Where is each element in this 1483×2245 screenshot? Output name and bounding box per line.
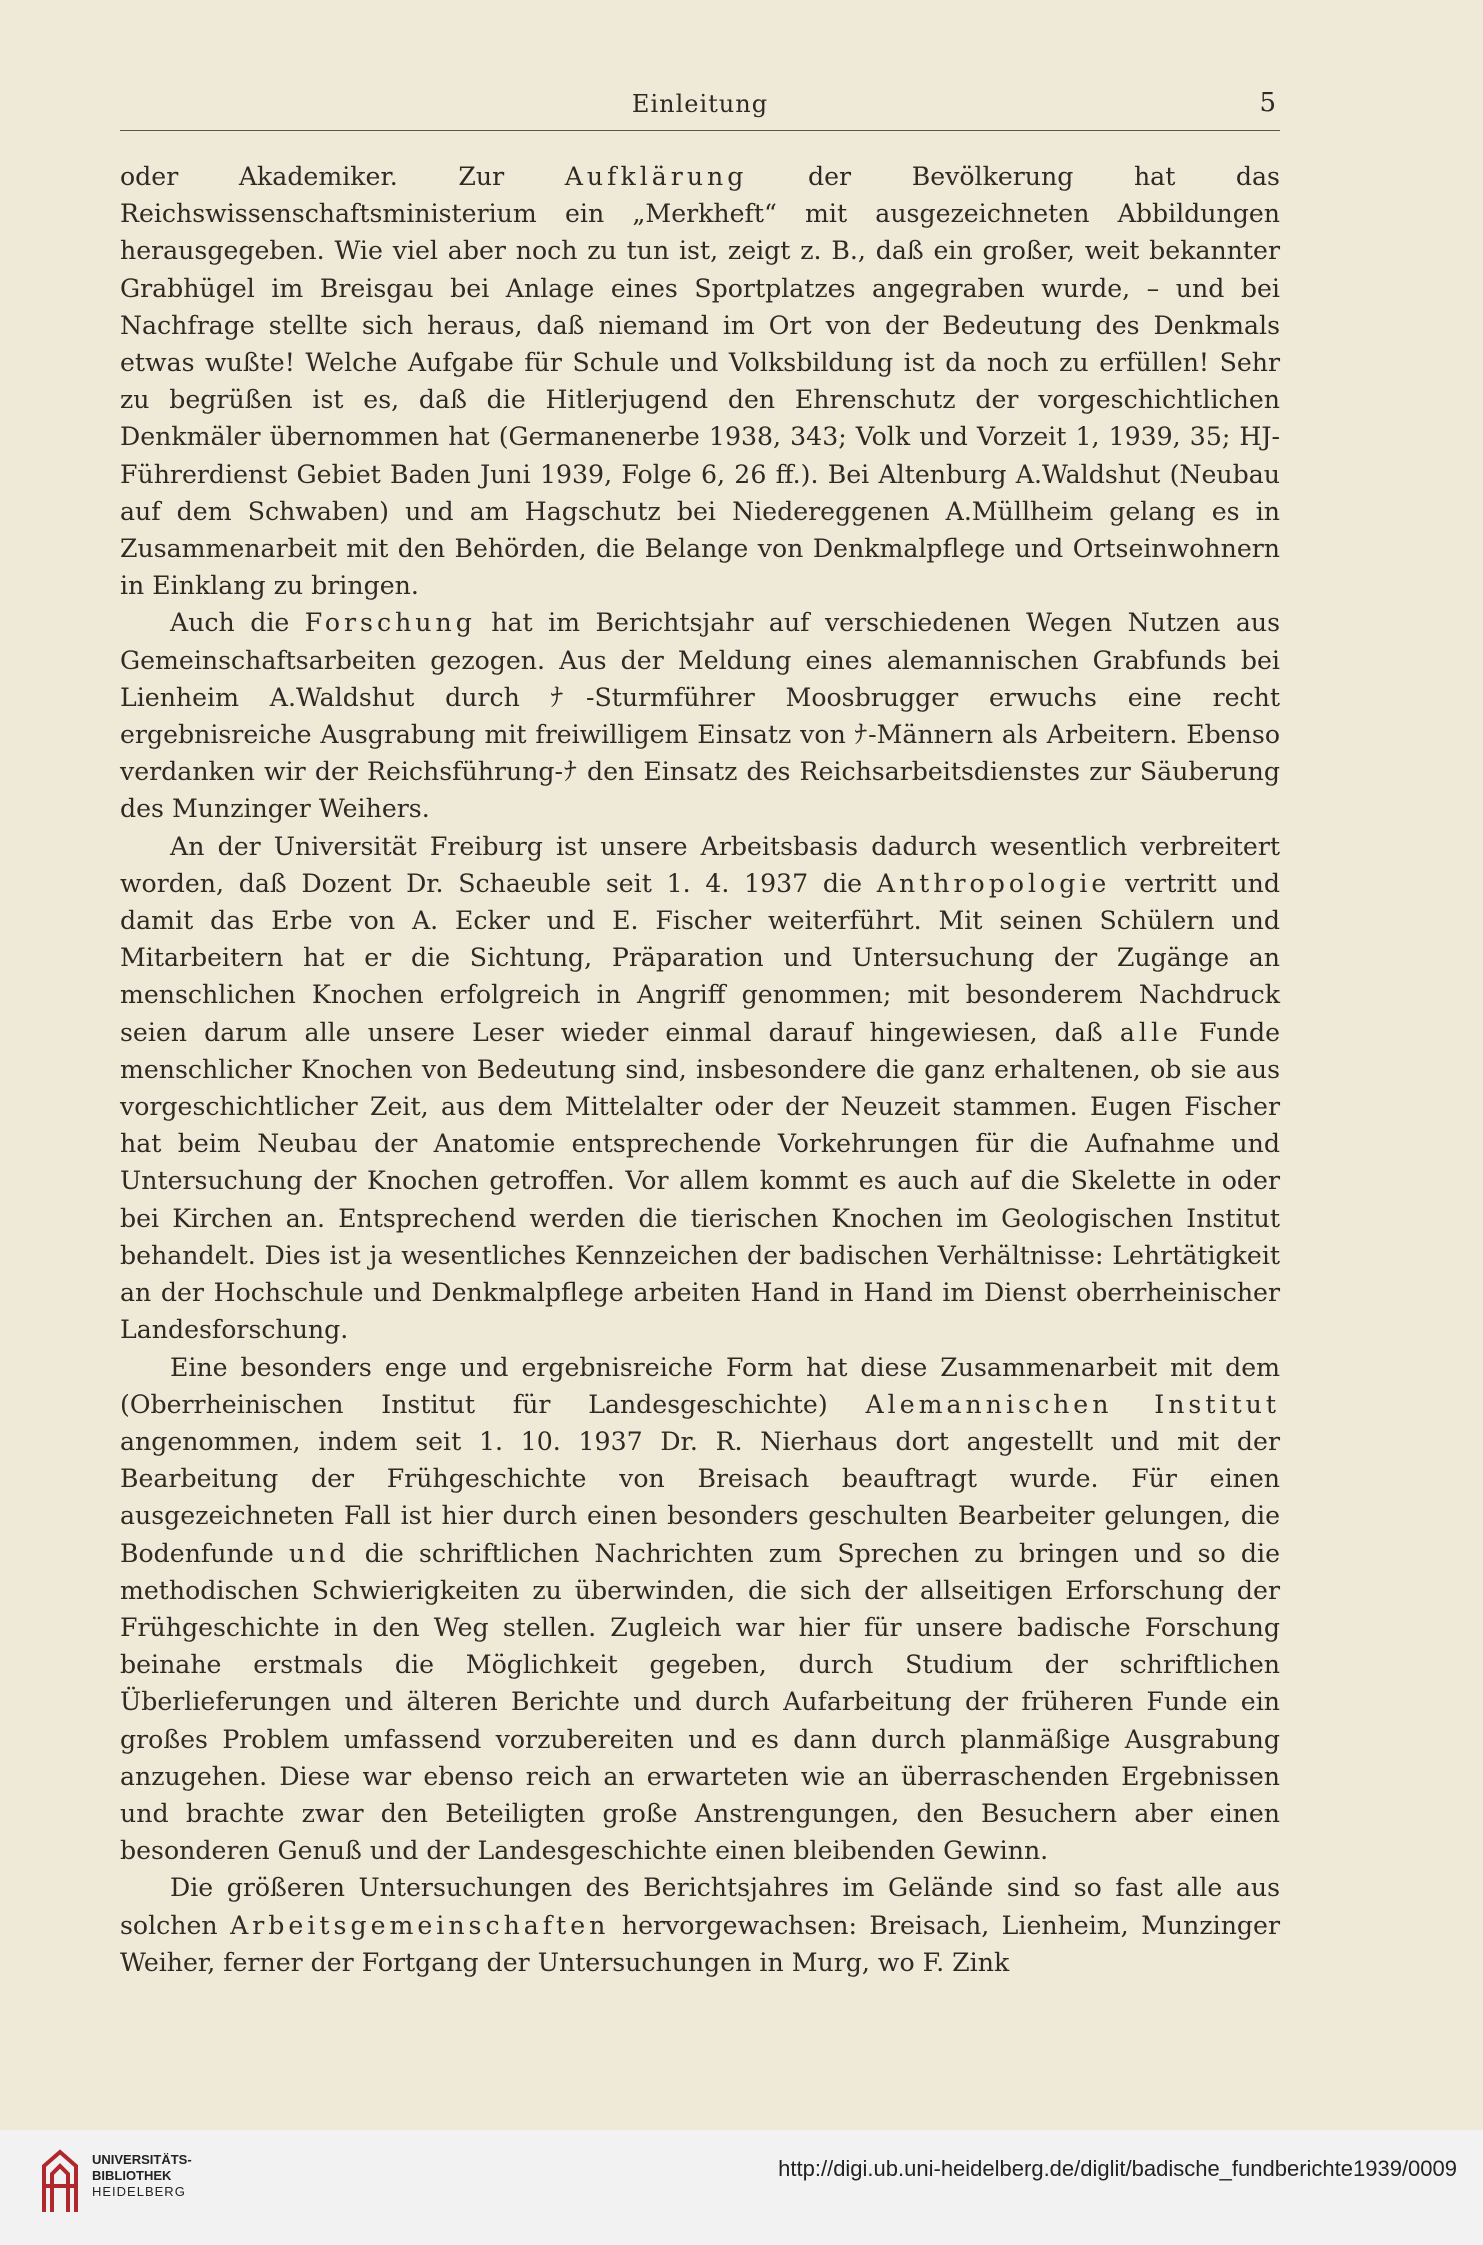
text-run: hervorgewachsen: Breisach, Lienheim, Munzinger Weiher, ferner der Fortgang der Untersuchungen in Murg, wo F. Zink [120, 1910, 1280, 1977]
institution-line-3: HEIDELBERG [92, 2184, 186, 2199]
text-run: vertritt und damit das Erbe von A. Ecker und E. Fischer weiterführt. Mit seinen Schülern und Mitarbeitern hat er die Sichtung, Präparation und Untersuchung der Zugänge an menschlichen Knochen erfolgreich in Angriff genommen; mit besonderem Nachdruck seien darum alle unsere Leser wieder einmal darauf hingewiesen, daß [120, 868, 1280, 1047]
text-run: Funde menschlicher Knochen von Bedeutung sind, insbesondere die ganz erhaltenen, ob sie aus vorgeschichtlicher Zeit, aus dem Mittelalter oder der Neuzeit stammen. Eugen Fischer hat beim Neubau der Anatomie entsprechende Vorkehrungen für die Aufnahme und Untersuchung der Knochen getroffen. Vor allem kommt es auch auf die Skelette in oder bei Kirchen an. Entsprechend werden die tierischen Knochen im Geologischen Institut behandelt. Dies ist ja wesentliches Kennzeichen der badischen Verhältnisse: Lehrtätigkeit an der Hochschule und Denkmalpflege arbeiten Hand in Hand im Dienst oberrheinischer Landesforschung. [120, 1017, 1280, 1345]
paragraph [120, 1869, 1280, 1981]
page-number: 5 [1259, 88, 1276, 118]
emphasized-text: Forschung [304, 608, 476, 638]
body-text [120, 158, 1280, 1981]
emphasized-text: alle [1119, 1017, 1182, 1047]
emphasized-text: Alemannischen Institut [865, 1389, 1280, 1419]
text-run: der Bevölkerung hat das Reichswissenschaftsministerium ein „Merkheft“ mit ausgezeichneten Abbildungen herausgegeben. Wie viel aber noch zu tun ist, zeigt z. B., daß ein großer, weit bekannter Grabhügel im Breisgau bei Anlage eines Sportplatzes angegraben wurde, – und bei Nachfrage stellte sich heraus, daß niemand im Ort von der Bedeutung des Denkmals etwas wußte! Welche Aufgabe für Schule und Volksbildung ist da noch zu erfüllen! Sehr zu begrüßen ist es, daß die Hitlerjugend den Ehrenschutz der vorgeschichtlichen Denkmäler übernommen hat (Germanenerbe 1938, 343; Volk und Vorzeit 1, 1939, 35; HJ-Führerdienst Gebiet Baden Juni 1939, Folge 6, 26 ff.). Bei Altenburg A.Waldshut (Neubau auf dem Schwaben) und am Hagschutz bei Niedereggenen A.Müllheim gelang es in Zusammenarbeit mit den Behörden, die Belange von Denkmalpflege und Ortseinwohnern in Einklang zu bringen. [120, 162, 1280, 601]
emphasized-text: Anthropologie [876, 868, 1111, 898]
text-run: Auch die [170, 608, 305, 638]
source-url-link[interactable]: http://digi.ub.uni-heidelberg.de/diglit/badische_fundberichte1939/0009 [778, 2156, 1457, 2181]
paragraph [120, 604, 1280, 827]
paragraph [120, 1349, 1280, 1870]
paragraph [120, 158, 1280, 604]
ub-heidelberg-logo-icon [38, 2146, 82, 2218]
text-run: hat im Berichtsjahr auf verschiedenen Wegen Nutzen aus Gemeinschaftsarbeiten gezogen. Aus der Meldung eines alemannischen Grabfunds bei Lienheim A.Waldshut durch ﾅ-Sturmführer Moosbrugger erwuchs eine recht ergebnisreiche Ausgrabung mit freiwilligem Einsatz von ﾅ-Männern als Arbeitern. Ebenso verdanken wir der Reichsführung-ﾅ den Einsatz des Reichsarbeitsdienstes zur Säuberung des Munzinger Weihers. [120, 608, 1281, 824]
footer-bar [0, 2130, 1483, 2245]
institution-line-1: UNIVERSITÄTS- [92, 2152, 192, 2167]
text-run: oder Akademiker. Zur [120, 162, 565, 191]
emphasized-text: und [288, 1538, 350, 1568]
text-run: Die größeren Untersuchungen des Berichtsjahres im Gelände sind so fast alle aus solchen [120, 1873, 1280, 1940]
text-run: die schriftlichen Nachrichten zum Sprechen zu bringen und so die methodischen Schwierigkeiten zu überwinden, die sich der allseitigen Erforschung der Frühgeschichte in den Weg stellen. Zugleich war hier für unsere badische Forschung beinahe erstmals die Möglichkeit gegeben, durch Studium der schriftlichen Überlieferungen und älteren Berichte und durch Aufarbeitung der früheren Funde ein großes Problem umfassend vorzubereiten und es dann durch planmäßige Ausgrabung anzugehen. Diese war ebenso reich an erwarteten wie an überraschenden Ergebnissen und brachte zwar den Beteiligten große Anstrengungen, den Besuchern aber einen besonderen Genuß und der Landesgeschichte einen bleibenden Gewinn. [120, 1538, 1280, 1866]
running-header [120, 86, 1280, 131]
emphasized-text: Arbeitsgemeinschaften [230, 1910, 610, 1940]
text-run: angenommen, indem seit 1. 10. 1937 Dr. R. Nierhaus dort angestellt und mit der Bearbeitung der Frühgeschichte von Breisach beauftragt wurde. Für einen ausgezeichneten Fall ist hier durch einen besonders geschulten Bearbeiter gelungen, die Bodenfunde [120, 1426, 1280, 1568]
institution-name [92, 2152, 192, 2200]
text-run: An der Universität Freiburg ist unsere Arbeitsbasis dadurch wesentlich verbreitert worden, daß Dozent Dr. Schaeuble seit 1. 4. 1937 die [120, 831, 1280, 898]
institution-line-2: BIBLIOTHEK [92, 2168, 172, 2183]
text-run: Eine besonders enge und ergebnisreiche Form hat diese Zusammenarbeit mit dem (Oberrheinischen Institut für Landesgeschichte) [120, 1352, 1280, 1419]
paragraph [120, 828, 1280, 1349]
page-title: Einleitung [631, 90, 769, 118]
emphasized-text: Aufklärung [564, 162, 748, 191]
